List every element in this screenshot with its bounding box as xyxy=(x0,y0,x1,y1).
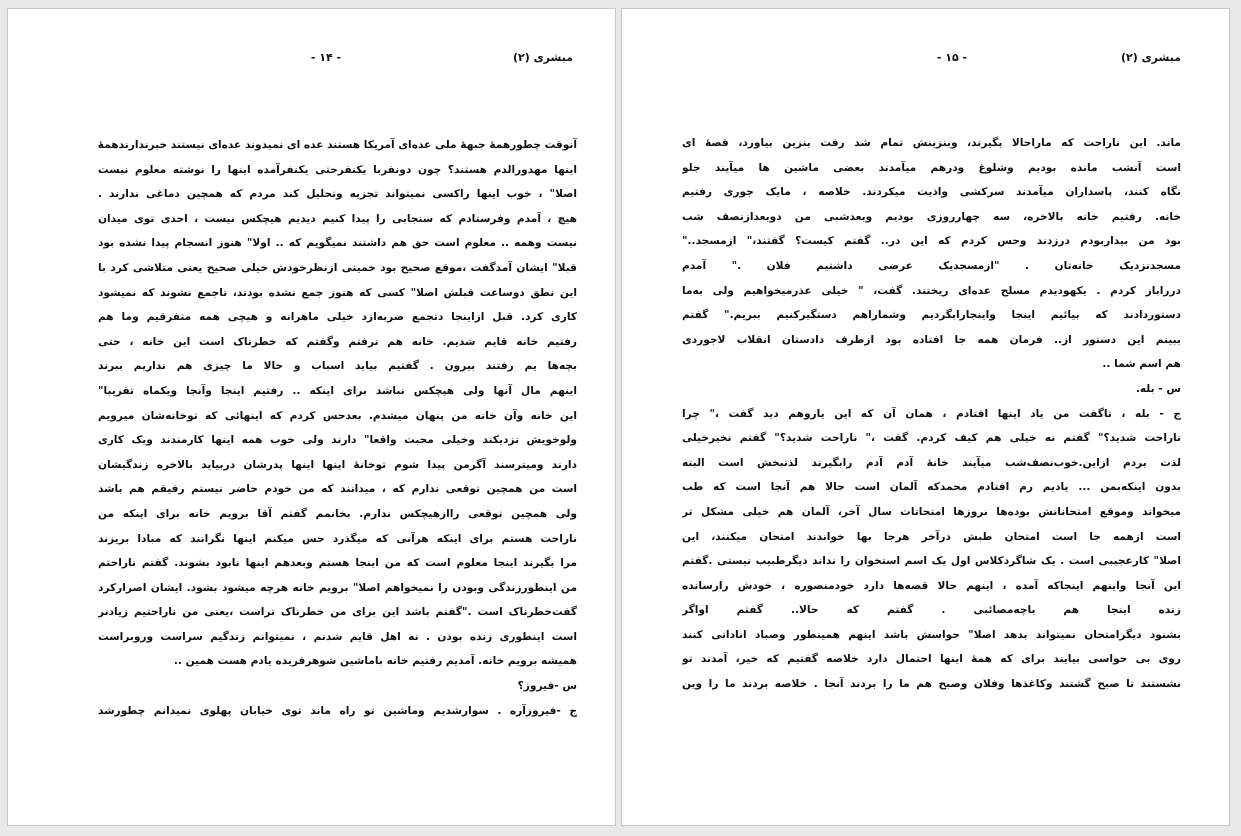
text-line: اینهم مال آنها ولی هیچکس نباشد برای اینکه .. رفتیم اینجا وآنجا ویکماه تقریبا" xyxy=(98,384,577,397)
text-line: میخواند وموقع امتحاناتش بوده‌ها نروزها امتحانات سال آخر، آلمان هم خیلی مشکل تر xyxy=(682,505,1181,518)
text-line: است اینطوری زنده بودن . نه اهل قایم شدنم ، نمیتوانم زندگیم سراست وروبراست xyxy=(98,630,577,643)
text-line: ناراحت هستم برای اینکه هرآنی که میگذرد حس میکنم اینها نگرانند که مبادا بریزند xyxy=(98,532,577,545)
document-page-15 xyxy=(621,8,1230,826)
text-line: بشنود دیگرامتحان نمیتواند بدهد اصلا" حواسش باشد اینهم همینطور وصباد اناداتی کنند xyxy=(682,628,1181,641)
text-line-question: س - بله. xyxy=(1135,382,1181,395)
text-line: نگاه کنند، پاسداران میآمدند سرکشی واذیت میکردند. خلاصه ، مایک جوری رفتیم xyxy=(682,186,1181,199)
text-line: اصلا" کارعجیبی است . یک شاگردکلاس اول یک اسم استخوان را نداند دیگرطبیب نیستی .گفتم xyxy=(682,555,1181,568)
text-line: دارند ومیترسند آگرمن پیدا شوم توخانهٔ اینها اینها پدرشان دربیاید بالاخره زندگیشان xyxy=(98,458,577,471)
text-line: هیچ ، آمدم وفرستادم که سنجابی را پیدا کنیم دیدیم هیچکس نیست ، احدی توی میدان xyxy=(98,212,577,225)
page-number: - ۱۵ - xyxy=(936,51,968,64)
text-line: ماند. این ناراحت که ماراحالا بگیرند، وبنزینش تمام شد رفت بنزین بیاورد، قصهٔ ای xyxy=(682,137,1181,149)
text-line: قبلا" ایشان آمدگفت ،موقع صحیح بود خمینی ازنظرخودش خیلی صحیح یعنی متلاشی کرد با xyxy=(98,261,577,274)
text-line: روی بی حواسی بیایند برای که همهٔ اینها احتمال دارد خلاصه گفتیم که خیر، آمدند تو xyxy=(682,653,1181,666)
text-line-answer: ج -فیروزآره . سوارشدیم وماشین تو راه ماند توی خیابان پهلوی نمیدانم چطورشد xyxy=(98,704,577,717)
document-page-14 xyxy=(7,8,616,826)
text-line: اینها مهدورالدم هستند؟ چون دونفربا یکنفرحتی یکنفرآمده اینها را نوشته معلوم نیست xyxy=(98,163,577,176)
text-line: ولی همچین توقعی راازهیچکس ندارم. بخانمم گفتم آقا برویم خانه برای اینکه من xyxy=(98,507,577,520)
text-line: زنده اینجا هم باچه‌مصائبی . گفتم که حالا.. گفتم اواگر xyxy=(682,604,1181,617)
text-line: گفت‌خطرناک است ."گفتم باشد این برای من خطرناک تراست ،یعنی من ناراحتیم زیادتر xyxy=(98,606,577,619)
text-line: دستوردادند که بیائیم اینجا واینجارابگردیم وشماراهم دستگیرکنیم ببریم." گفتم xyxy=(682,309,1181,322)
text-line: ببینم این دستور از.. فرمان همه جا افتاده بود ازطرف دادستان انقلاب لاجوردی xyxy=(682,333,1181,346)
text-line: است من همچین توقعی ندارم که ، میدانند که من خودم حاضر نیستم رفیقم هم باشد xyxy=(98,483,577,496)
page-number: - ۱۴ - xyxy=(310,51,342,64)
text-line: همیشه برویم خانه. آمدیم رفتیم خانه باماشین شوهرفریده یادم هست همین .. xyxy=(173,655,577,668)
text-line: آنوقت چطورهمهٔ جبههٔ ملی عده‌ای آمریکا هستند عده ای نمیدوند عده‌ای نیستند خبرندارندهمهٔ xyxy=(98,139,577,151)
text-line: اصلا" ، خوب اینها راکسی نمیتواند تجزیه وتحلیل کند مردم که همچین دماغی ندارند . xyxy=(98,188,577,201)
text-line: رفتیم خانه قایم شدیم. خانه هم نرفتم وگفتم که خطرناک است این خانه ، حتی xyxy=(98,335,577,348)
text-line: کاری کرد. قبل ازاینجا دتجمع ضربه‌ازد خیلی ماهرانه و هیچی همه متفرقیم وما هم xyxy=(98,311,577,324)
text-line: نشستند تا صبح گشتند وکاغذها وفلان وصبح هم ما را بردند آنجا . خلاصه بردند ما را وین xyxy=(682,678,1181,691)
text-line-answer: ج - بله ، تاگفت من یاد اینها افتادم ، همان آن که این یاروهم دید گفت ،" چرا xyxy=(682,407,1181,420)
page-header-title: مبشری (۲) xyxy=(1120,51,1181,64)
text-line: درراباز کردم . یکهودیدم مسلح عده‌ای ریختند. گفت، " خیلی عذرمیخواهیم ولی به‌ما xyxy=(682,284,1181,297)
text-line: بچه‌ها یم رفتند بیرون . گفتیم بیاید اسباب و حالا ما چیزی هم نداریم ببرند xyxy=(98,360,577,373)
text-line: است ازهمه جا است امتحان طبش درآخر هرجا بها خواندند امتحان میکنند، این xyxy=(682,530,1181,543)
text-line: نیست وهمه .. معلوم است حق هم داشتند نمیگویم که .. اولا" هنوز انسجام پیدا نشده بود xyxy=(98,237,577,250)
text-line: این نطق دوساعت قبلش اصلا" کسی که هنوز جمع نشده بودند، تاجمع نشوند که نمیشود xyxy=(98,286,577,299)
text-line: هم اسم شما .. xyxy=(1102,358,1181,371)
page-body-text xyxy=(98,133,577,723)
text-line: ولوخویش نزدیکند وخیلی محبت واقعا" دارند ولی خوب همه اینها کارمندند ویک کاری xyxy=(98,434,577,447)
text-line: مرا بگیرند اینجا معلوم است که من اینجا هستم وبعدهم اینها نابود بشوند. گفتم ناراحتم xyxy=(98,557,577,570)
text-line: بدون اینکه‌بمن ... یادیم رم افتادم محمدکه آلمان است حالا هم آنجا است که طب xyxy=(682,481,1181,494)
page-body-text xyxy=(682,131,1181,697)
text-line: است آنشب مانده بودیم وشلوغ ودرهم میآمدند بعضی ماشین ها میآیند جلو xyxy=(682,161,1181,174)
text-line: من اینطورزندگی وبودن را نمیخواهم اصلا" برویم خانه هرچه میشود بشود. ایشان اصرارکرد xyxy=(98,581,577,594)
text-line: این خانه وآن خانه من پنهان میشدم. بعدحس کردم که اینهائی که توخانه‌شان میرویم xyxy=(98,409,577,422)
text-line: لذت بردم ازاین.خوب‌نصف‌شب میآیند خانهٔ آدم آدم رابگیرند لذتبخش است البته xyxy=(682,456,1181,469)
text-line: بود من بیداربودم درزدند وحس کردم که این در.. گفتم کیست؟ گفتند،" ازمسجد.." xyxy=(682,235,1181,248)
page-header-title: مبشری (۲) xyxy=(512,51,573,64)
text-line: مسجدنزدیک خانه‌تان . "ازمسجدیک عرضی داشتیم فلان ." آمدم xyxy=(682,259,1181,272)
text-line: خانه. رفتیم خانه بالاخره، سه چهارروزی بودیم وبعدشبی من دوبعدازنصف شب xyxy=(682,210,1181,223)
text-line-question: س -فیروز؟ xyxy=(517,680,577,693)
text-line: ناراحت شدید؟" گفتم نه خیلی هم کیف کردم. گفت ،" ناراحت شدید؟" گفتم نخیرخیلی xyxy=(682,432,1181,445)
text-line: این آنجا واینهم اینجاکه آمده ، اینهم حالا قصه‌ها دارد خودمنصوره ، خودش رارسانده xyxy=(682,579,1181,592)
